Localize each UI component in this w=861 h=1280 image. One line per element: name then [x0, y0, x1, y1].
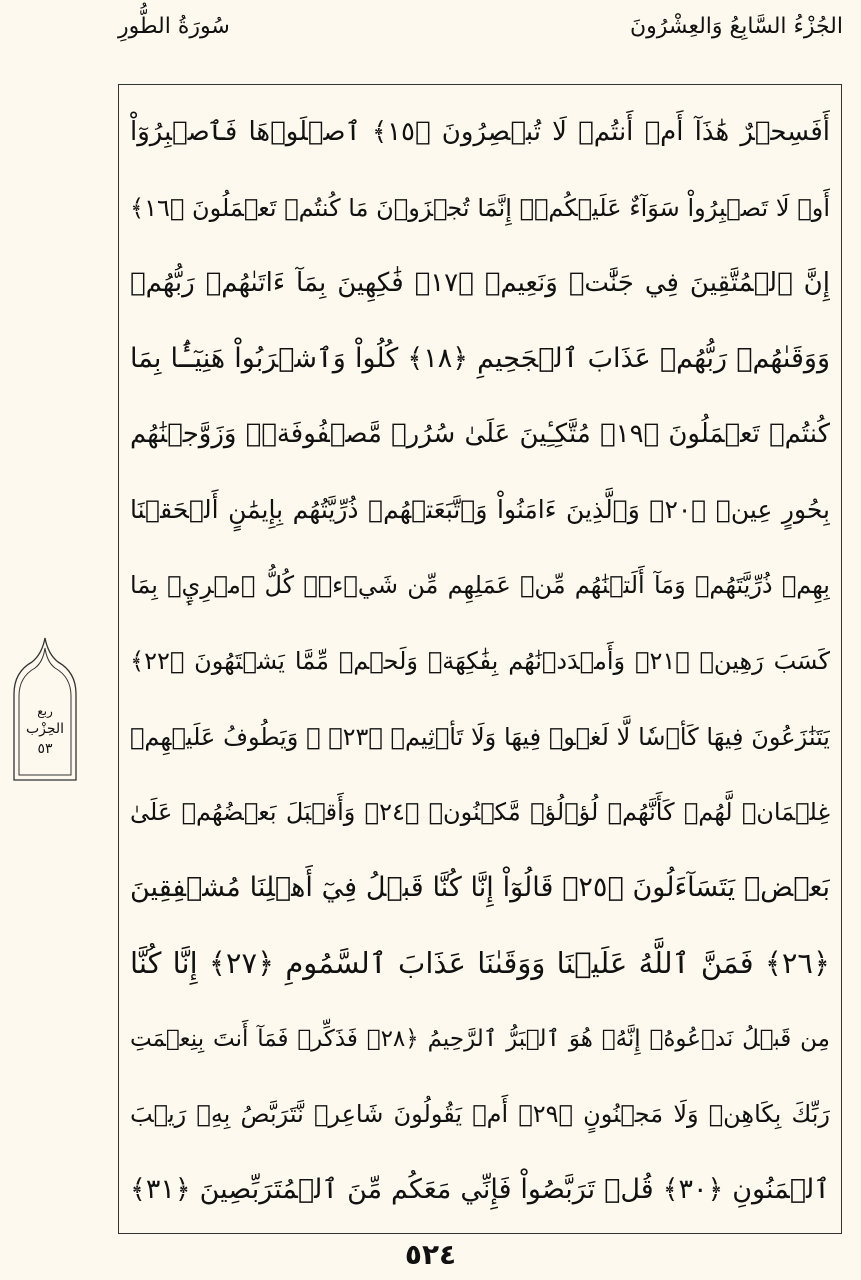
hizb-quarter: ربع: [37, 704, 53, 718]
page-number: ٥٢٤: [404, 1238, 457, 1271]
text-line: غِلۡمَانٞ لَّهُمۡ كَأَنَّهُمۡ لُؤۡلُؤٞ مَّكۡنُونٞ ﴿٢٤﴾ وَأَقۡبَلَ بَعۡضُهُمۡ عَلَىٰ: [130, 798, 830, 827]
hizb-marker: [8, 632, 82, 782]
text-line: وَوَقَىٰهُمۡ رَبُّهُمۡ عَذَابَ ٱلۡجَحِيمِ ﴿١٨﴾ كُلُواْ وَٱشۡرَبُواْ هَنِيٓـَٔۢا بِمَا: [130, 342, 830, 374]
text-line: رَبِّكَ بِكَاهِنٖ وَلَا مَجۡنُونٍ ﴿٢٩﴾ أَمۡ يَقُولُونَ شَاعِرٞ نَّتَرَبَّصُ بِهِۦ رَيۡبَ: [130, 1100, 830, 1129]
hizb-label: الحِزْب: [25, 721, 65, 737]
surah-name: سُورَةُ الطُّورِ: [118, 14, 230, 39]
text-line: مِن قَبۡلُ نَدۡعُوهُۖ إِنَّهُۥ هُوَ ٱلۡبَرُّ ٱلرَّحِيمُ ﴿٢٨﴾ فَذَكِّرۡ فَمَآ أَنتَ بِنِعۡمَتِ: [130, 1025, 830, 1052]
hizb-number: ٥٣: [37, 741, 53, 757]
text-line: ﴿٢٦﴾ فَمَنَّ ٱللَّهُ عَلَيۡنَا وَوَقَىٰنَا عَذَابَ ٱلسَّمُومِ ﴿٢٧﴾ إِنَّا كُنَّا: [130, 946, 830, 981]
text-line: أَوۡ لَا تَصۡبِرُواْ سَوَآءٌ عَلَيۡكُمۡۖ إِنَّمَا تُجۡزَوۡنَ مَا كُنتُمۡ تَعۡمَلُونَ ﴿١٦﴾: [130, 193, 830, 222]
text-line: إِنَّ ٱلۡمُتَّقِينَ فِي جَنَّٰتٖ وَنَعِيمٖ ﴿١٧﴾ فَٰكِهِينَ بِمَآ ءَاتَىٰهُمۡ رَبُّهُمۡ: [130, 268, 830, 299]
text-line: ٱلۡمَنُونِ ﴿٣٠﴾ قُلۡ تَرَبَّصُواْ فَإِنِّي مَعَكُم مِّنَ ٱلۡمُتَرَبِّصِينَ ﴿٣١﴾: [130, 1173, 830, 1205]
text-line: أَفَسِحۡرٌ هَٰذَآ أَمۡ أَنتُمۡ لَا تُبۡصِرُونَ ﴿١٥﴾ ٱصۡلَوۡهَا فَٱصۡبِرُوٓاْ: [130, 117, 830, 147]
text-line: كُنتُمۡ تَعۡمَلُونَ ﴿١٩﴾ مُتَّكِـِٔينَ عَلَىٰ سُرُرٖ مَّصۡفُوفَةٖۖ وَزَوَّجۡنَٰهُم: [130, 419, 830, 450]
text-line: يَتَنَٰزَعُونَ فِيهَا كَأۡسٗا لَّا لَغۡوٞ فِيهَا وَلَا تَأۡثِيمٞ ﴿٢٣﴾ ۞ وَيَطُوفُ عَلَيۡهِمۡ: [130, 722, 830, 751]
text-line: كَسَبَ رَهِينٞ ﴿٢١﴾ وَأَمۡدَدۡنَٰهُم بِفَٰكِهَةٖ وَلَحۡمٖ مِّمَّا يَشۡتَهُونَ ﴿٢٢﴾: [130, 646, 830, 675]
text-line: بِهِمۡ ذُرِّيَّتَهُمۡ وَمَآ أَلَتۡنَٰهُم مِّنۡ عَمَلِهِم مِّن شَيۡءٖۚ كُلُّ ٱمۡرِيِٕۭ بِمَا: [130, 571, 830, 600]
text-line: بَعۡضٖ يَتَسَآءَلُونَ ﴿٢٥﴾ قَالُوٓاْ إِنَّا كُنَّا قَبۡلُ فِيٓ أَهۡلِنَا مُشۡفِقِينَ: [130, 871, 830, 903]
juz-name: الجُزْءُ السَّابِعُ وَالعِشْرُونَ: [629, 14, 843, 39]
text-line: بِحُورٍ عِينٖ ﴿٢٠﴾ وَٱلَّذِينَ ءَامَنُواْ وَٱتَّبَعَتۡهُمۡ ذُرِّيَّتُهُم بِإِيمَٰنٍ أَلۡحَقۡنَا: [130, 494, 830, 524]
quran-text: [130, 96, 830, 1226]
